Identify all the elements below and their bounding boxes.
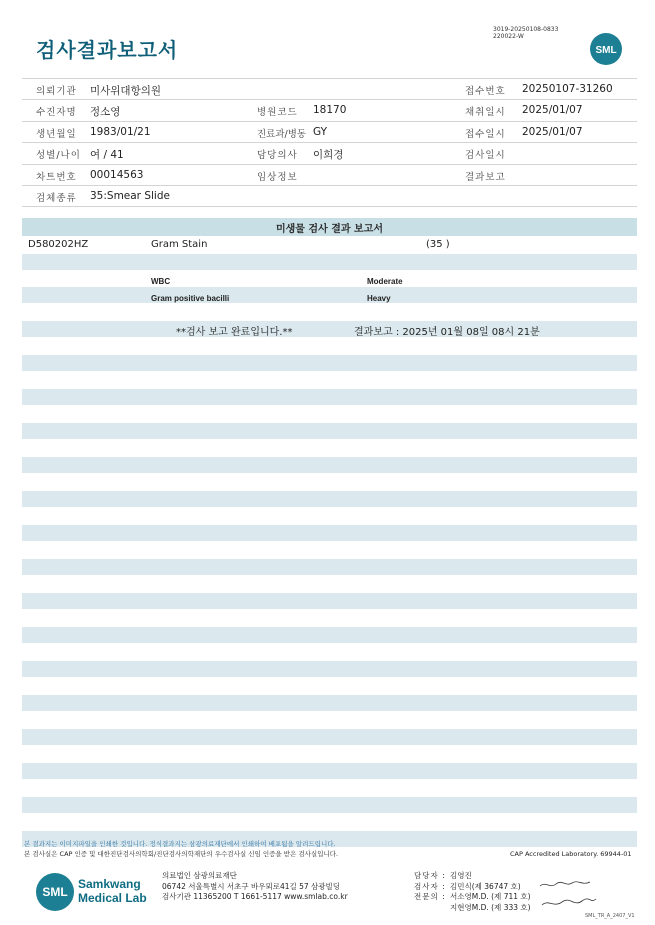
sex-age-label: 성별/나이 — [36, 150, 81, 162]
hospital-code-value: 18170 — [313, 104, 347, 117]
result-value: Moderate — [367, 277, 403, 286]
disclaimer-accreditation: 본 검사실은 CAP 인증 및 대한진단검사의학회/진단검사의학재단의 우수검사실 신임 인증을 받은 검사실입니다. — [24, 850, 339, 858]
result-label: WBC — [151, 277, 171, 286]
brand-name-line-2: Medical Lab — [78, 891, 147, 905]
hospital-code-label: 병원코드 — [257, 107, 298, 119]
stripe-row — [22, 287, 637, 303]
report-complete-text: **검사 보고 완료입니다.** — [176, 327, 293, 338]
birth-value: 1983/01/21 — [90, 125, 151, 138]
test-date-label: 검사일시 — [465, 150, 506, 162]
stripe-row — [22, 593, 637, 609]
corporation-address: 06742 서울특별시 서초구 바우뫼로41길 57 삼광빌딩 — [162, 881, 341, 891]
corporation-contact: 검사기관 11365200 T 1661-5117 www.smlab.co.kr — [162, 892, 348, 901]
reception-no-label: 접수번호 — [465, 86, 506, 97]
tester-value: 김민식(제 36747 호) — [450, 881, 521, 891]
signature-image — [538, 877, 598, 913]
stripe-row — [22, 661, 637, 677]
clinic-value: 미사위대항의원 — [90, 85, 162, 97]
page-title: 검사결과보고서 — [36, 38, 179, 62]
result-label: Gram positive bacilli — [151, 294, 230, 303]
specialist-value-1: 서소영M.D. (제 711 호) — [450, 892, 531, 901]
manager-label: 담당자 : — [414, 871, 446, 880]
info-row — [22, 122, 637, 143]
doctor-value: 이희경 — [313, 149, 344, 162]
info-row — [22, 143, 637, 164]
stripe-row — [22, 389, 637, 405]
manager-value: 김영진 — [450, 871, 472, 880]
patient-value: 정소영 — [90, 106, 121, 119]
corporation-info — [162, 871, 348, 903]
info-row — [22, 100, 637, 121]
stripe-row — [22, 695, 637, 711]
disclaimer-print: 본 결과지는 이미지파일을 인쇄한 것입니다. 정식결과지는 삼광의료재단에서 인쇄하여 배포됨을 알려드립니다. — [24, 840, 336, 848]
patient-label: 수진자명 — [36, 107, 77, 119]
stripe-row — [22, 797, 637, 813]
document-code-line-2: 220022-W — [493, 33, 524, 40]
result-time: 결과보고 : 2025년 01월 08일 08시 21분 — [354, 327, 540, 338]
chart-label: 차트번호 — [36, 171, 77, 183]
stripe-row — [22, 729, 637, 745]
stripe-row — [22, 525, 637, 541]
clinic-label: 의뢰기관 — [36, 86, 77, 97]
test-count: (35 ) — [426, 239, 450, 250]
result-report-label: 결과보고 — [465, 171, 506, 183]
stripe-row — [22, 254, 637, 270]
specimen-value: 35:Smear Slide — [90, 189, 170, 202]
birth-label: 생년월일 — [36, 128, 77, 140]
sml-footer-logo-text: SML — [42, 885, 68, 899]
info-row — [22, 78, 637, 100]
patient-info-table — [22, 78, 637, 207]
document-code — [493, 26, 558, 40]
brand-name — [78, 877, 147, 905]
sex-age-value: 여 / 41 — [90, 149, 124, 162]
sml-footer-logo — [34, 871, 76, 913]
stripe-row — [22, 627, 637, 643]
sml-logo-text: SML — [595, 45, 617, 56]
stripe-row — [22, 355, 637, 371]
stripe-row — [22, 321, 637, 337]
info-row — [22, 186, 637, 207]
test-code: D580202HZ — [28, 239, 89, 250]
stripe-row — [22, 491, 637, 507]
stripe-row — [22, 559, 637, 575]
test-name: Gram Stain — [151, 239, 208, 250]
cap-accreditation: CAP Accredited Laboratory. 69944-01 — [510, 850, 632, 858]
chart-value: 00014563 — [90, 168, 144, 181]
doctor-label: 담당의사 — [257, 150, 298, 162]
dept-value: GY — [313, 125, 328, 138]
reception-no-value: 20250107-31260 — [522, 83, 613, 95]
result-value: Heavy — [367, 294, 391, 303]
info-row — [22, 165, 637, 186]
sml-logo — [589, 32, 623, 66]
specialist-label: 전문의 : — [414, 892, 446, 901]
specimen-label: 검체종류 — [36, 192, 77, 204]
reception-date-value: 2025/01/07 — [522, 125, 583, 138]
corporation-name: 의료법인 삼광의료재단 — [162, 871, 237, 880]
report-title: 미생물 검사 결과 보고서 — [275, 224, 384, 235]
document-code-line-1: 3019-20250108-0833 — [493, 26, 559, 33]
form-number: SML_TR_A_2407_V1 — [585, 913, 635, 919]
stripe-row — [22, 423, 637, 439]
reception-date-label: 접수일시 — [465, 128, 506, 140]
collection-label: 채취일시 — [465, 107, 506, 119]
brand-name-line-1: Samkwang — [78, 877, 141, 891]
dept-label: 진료과/병동 — [257, 128, 307, 140]
specialist-value-2: 지현영M.D. (제 333 호) — [450, 902, 531, 912]
stripe-row — [22, 763, 637, 779]
collection-value: 2025/01/07 — [522, 104, 583, 117]
tester-label: 검사자 : — [414, 881, 446, 891]
staff-info — [414, 871, 531, 913]
clinical-label: 임상정보 — [257, 171, 298, 183]
stripe-row — [22, 457, 637, 473]
